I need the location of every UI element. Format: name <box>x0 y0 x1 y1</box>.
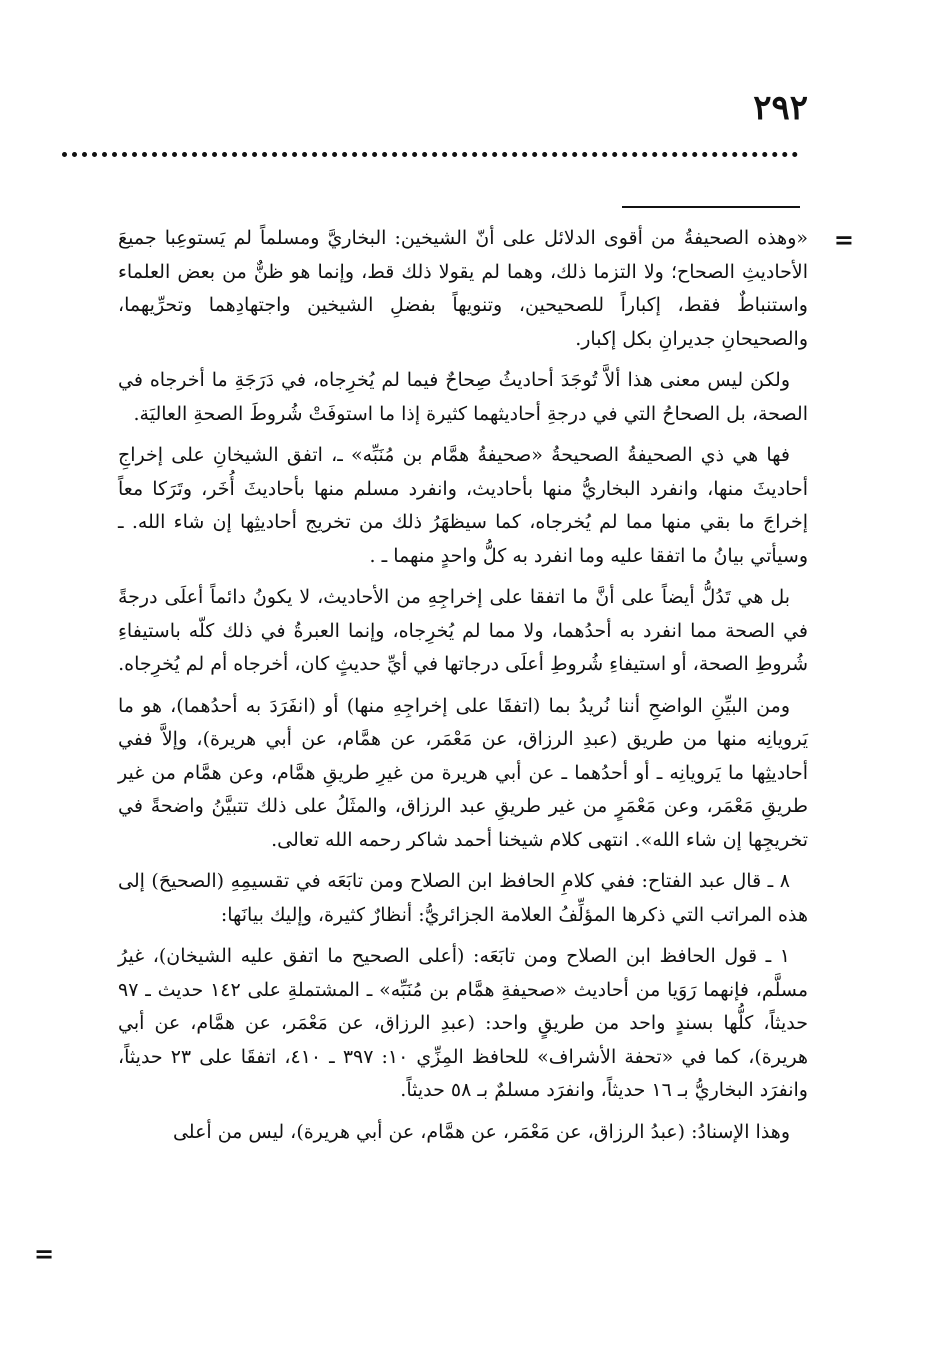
paragraph-point-8-1: ١ ـ قول الحافظ ابن الصلاح ومن تابَعَه: (أعلى الصحيح ما اتفق عليه الشيخان)، غيرُ مسلَّم، فإنهما رَوَيا من أحاديث «صحيفةِ همَّام بن مُنَبِّه» ـ المشتملةِ على ١٤٢ حديث ـ ٩٧ حديثاً، كلُّها بسندٍ واحد من طريقٍ واحد: (عبدِ الرزاق، عن مَعْمَر، عن همَّام، عن أبي هريرة)، كما في «تحفة الأشراف» للحافظ المِزِّي ١٠: ٣٩٧ ـ ٤١٠، اتفقَا على ٢٣ حديثاً، وانفرَد البخاريُّ بـ ١٦ حديثاً، وانفرَد مسلمٌ بـ ٥٨ حديثاً. <box>118 945 808 1101</box>
paragraph-agreement-rank: بل هي تَدُلُّ أيضاً على أنَّ ما اتفقا على إخراجِهِ من الأحاديث، لا يكونُ دائماً أعلَى درجةً في الصحة مما انفرد به أحدُهما، ولا مما لم يُخرِجاه، وإنما العبرةُ في ذلك كلّه باستيفاءِ شُروطِ الصحة، أو استيفاءِ شُروطِ أعلَى درجاتها في أيِّ حديثٍ كان، أخرجاه أم لم يُخرِجاه. <box>118 586 808 675</box>
paragraph-isnad: وهذا الإسنادُ: (عبدُ الرزاق، عن مَعْمَر، عن همَّام، عن أبي هريرة)، ليس من أعلى <box>172 1120 790 1143</box>
page-number: ٢٩٢ <box>753 88 808 128</box>
paragraph-meaning: ولكن ليس معنى هذا ألاَّ تُوجَدَ أحاديثُ صِحاحٌ فيما لم يُخرِجاه، في دَرَجَةِ ما أخرجاه في الصحة، بل الصحاحُ التي في درجةِ أحاديثهما كثيرة إذا ما استوفَتْ شُروطَ الصحةِ العاليَة. <box>118 369 808 425</box>
paragraph-quote-opening: «وهذه الصحيفةُ من أقوى الدلائل على أنّ الشيخين: البخاريَّ ومسلماً لم يَستوعِبا جميعَ الأحاديثِ الصحاح؛ ولا التزما ذلك، وهما لم يقولا ذلك قط، وإنما هو ظنٌّ من بعض العلماء واستنباطٌ فقط، إكباراً للصحيحين، وتنويهاً بفضلِ الشيخين واجتهادِهما وتحرِّيهما، والصحيحانِ جديرانِ بكل إكبار. <box>118 227 808 350</box>
continuation-mark-top: = <box>833 226 854 254</box>
paragraph-clarification: ومن البيِّنِ الواضحِ أننا نُريدُ بما (اتفقَا على إخراجِهِ منها) أو (انفَرَدَ به أحدُهما)، هو ما يَرويانِه منها من طريق (عبدِ الرزاق، عن مَعْمَر، عن همَّام، عن أبي هريرة)، وإلاَّ ففي أحاديثِها ما يَرويانِه ـ أو أحدُهما ـ عن أبي هريرة من غيرِ طريقِ همَّام، وعن همَّام من غير طريقِ مَعْمَر، وعن مَعْمَرٍ من غير طريقِ عبد الرزاق، والمثَلُ على ذلك تتبيَّنُ واضحةً في تخريجِها إن شاء الله». انتهى كلام شيخنا أحمد شاكر رحمه الله تعالى. <box>118 694 808 851</box>
continuation-mark-bottom: = <box>34 1240 55 1268</box>
paragraph-hammam-sheet: فها هي ذي الصحيفةُ الصحيحةُ «صحيفةُ همَّام بن مُنَبِّه» ـ، اتفق الشيخانِ على إخراجِ أحاديثَ منها، وانفرد البخاريُّ منها بأحاديث، وانفرد مسلم منها بأحاديثَ أُخَر، وتَرَكا معاً إخراجَ ما بقي منها مما لم يُخرجاه، كما سيظهَرُ ذلك من تخريج أحاديثِها إن شاء الله. ـ وسيأتي بيانُ ما اتفقا عليه وما انفرد به كلُّ واحدٍ منهما ـ . <box>118 444 808 567</box>
footnote-rule <box>622 206 800 208</box>
page-body <box>118 222 808 1157</box>
paragraph-point-8: ٨ ـ قال عبد الفتاح: ففي كلامِ الحافظ ابن الصلاح ومن تابَعَه في تقسيمِهِ (الصحيحَ) إلى هذه المراتب التي ذكرها المؤلِّفُ العلامة الجزائريُّ: أنظارٌ كثيرة، وإليك بيانَها: <box>118 870 808 926</box>
dotted-separator <box>62 152 798 157</box>
